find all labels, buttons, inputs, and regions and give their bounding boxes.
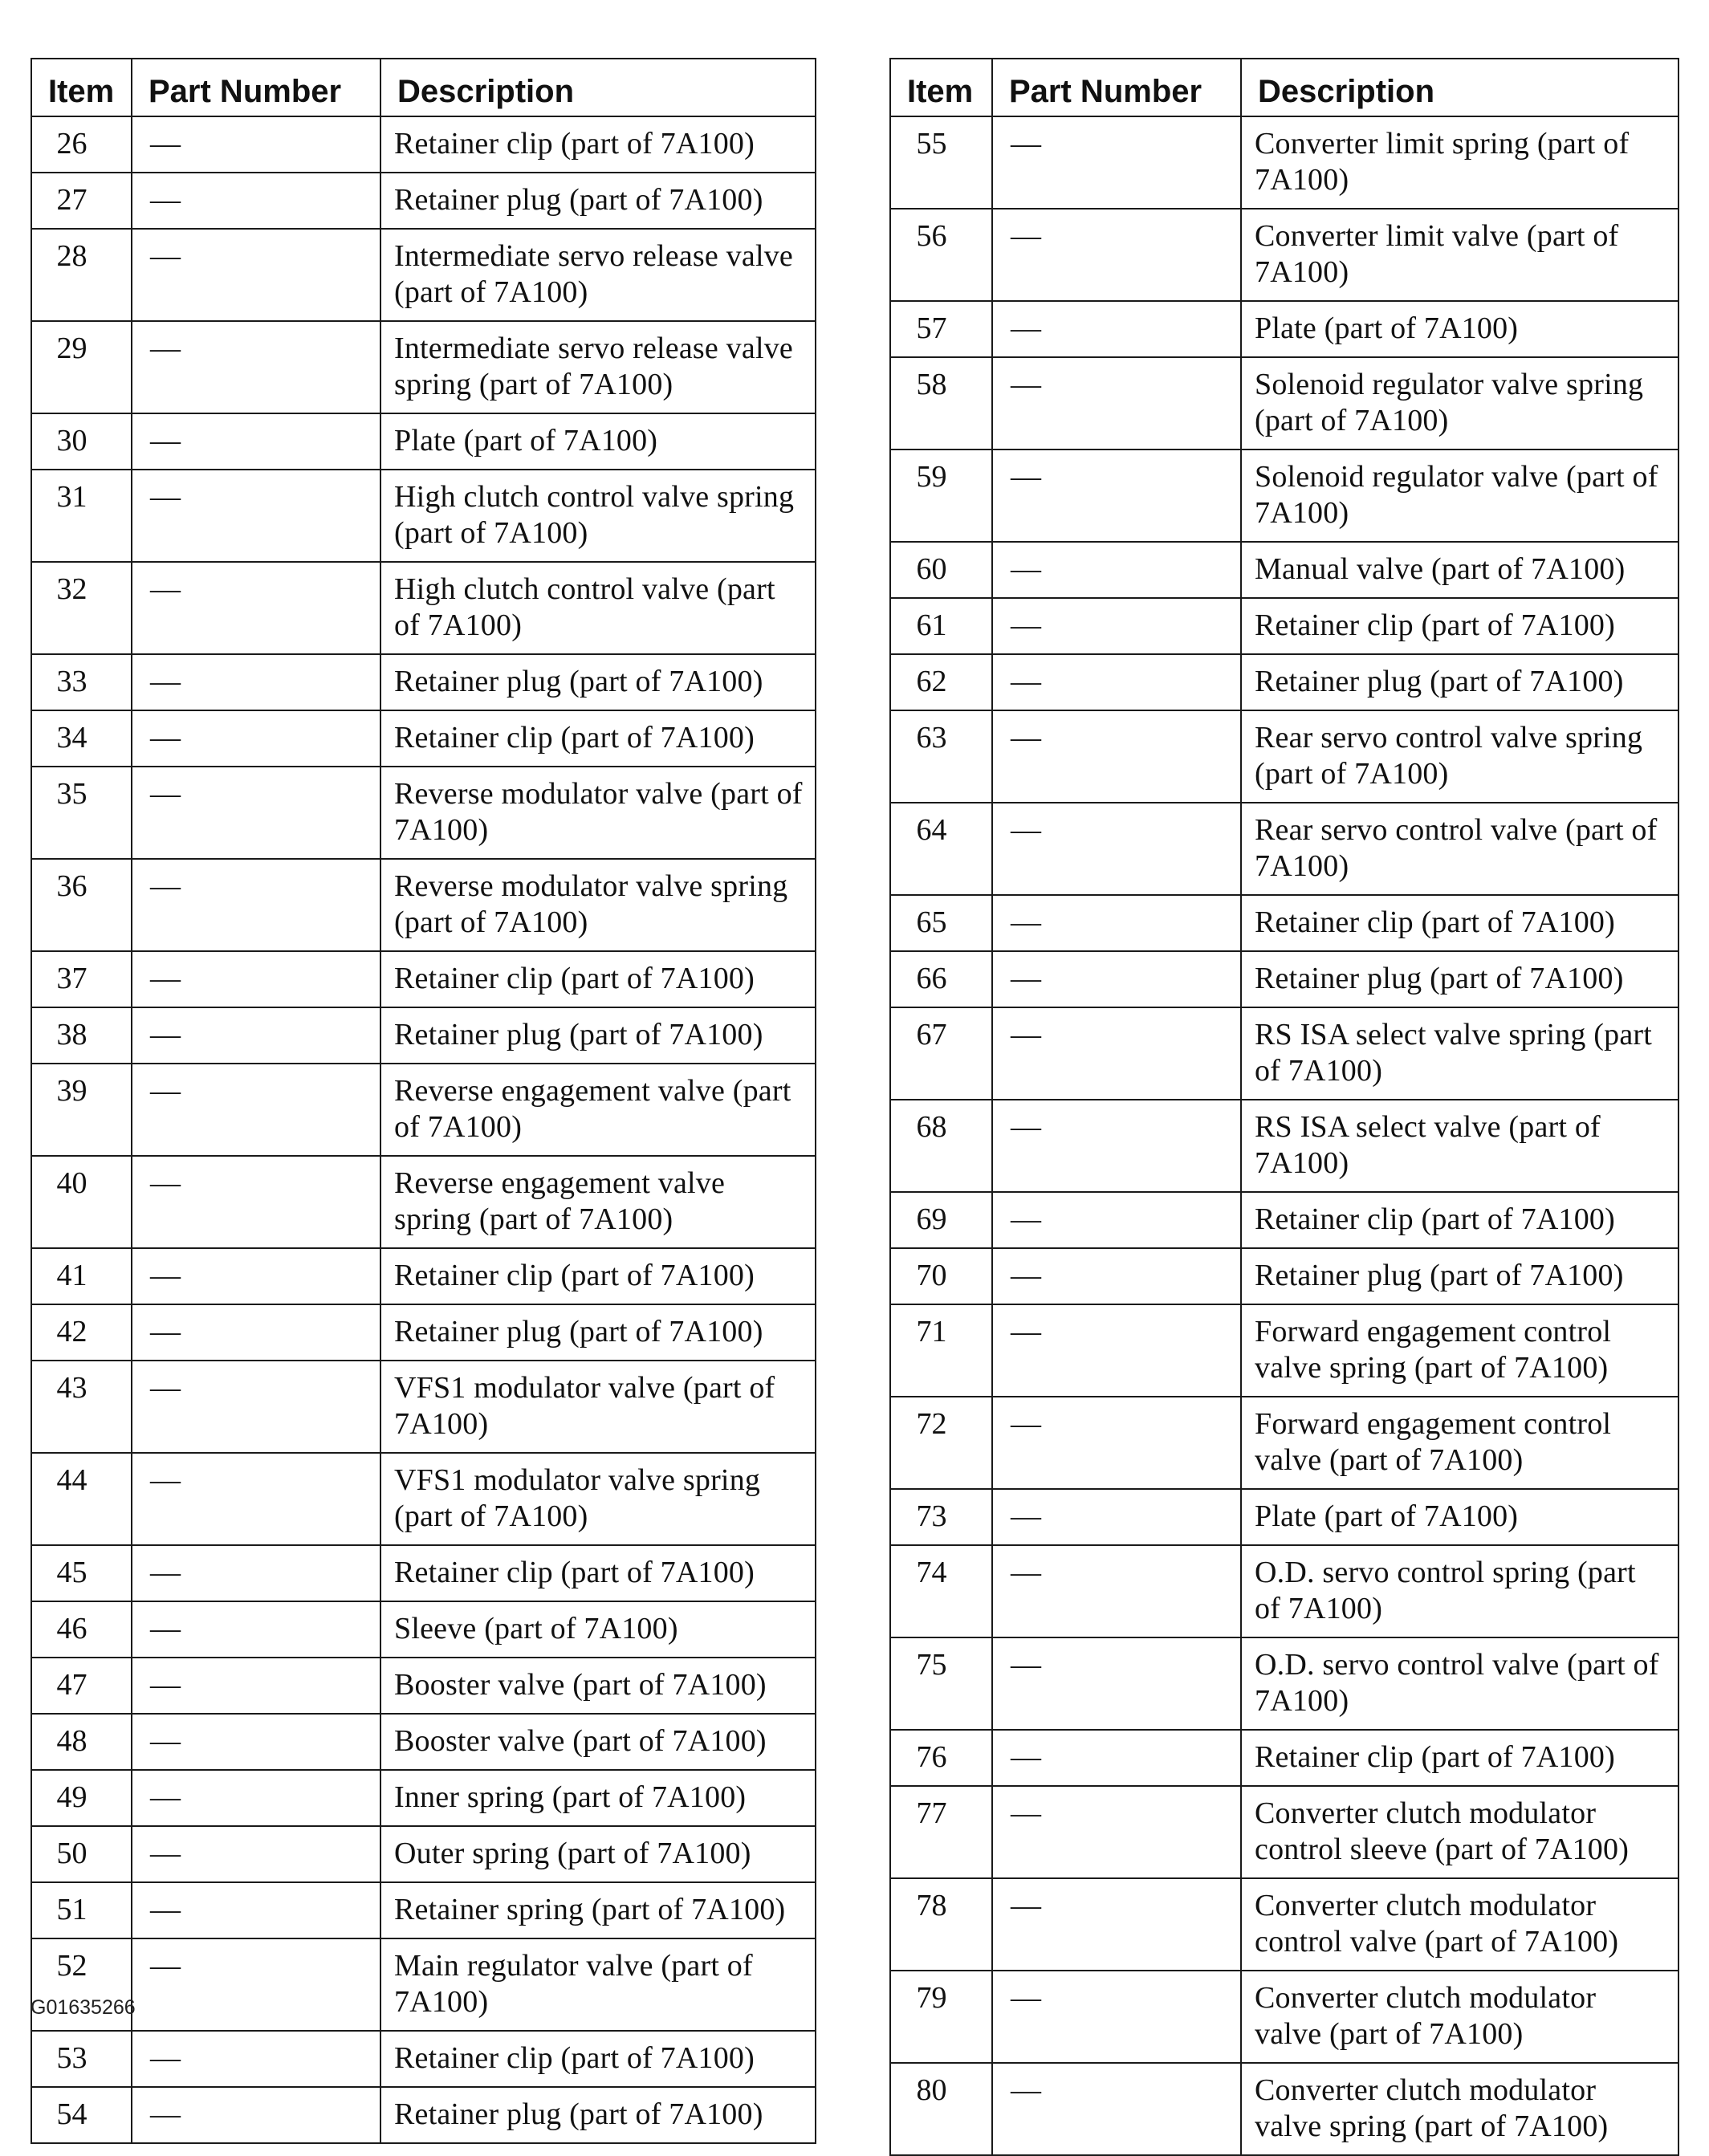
part-number-cell: —: [992, 710, 1241, 803]
item-number-cell: 31: [31, 470, 132, 562]
description-cell: Retainer plug (part of 7A100): [1241, 654, 1678, 710]
item-number-cell: 68: [890, 1100, 992, 1192]
part-number-cell: —: [132, 1007, 380, 1064]
part-number-cell: —: [132, 1601, 380, 1658]
header-part-number: Part Number: [132, 59, 380, 116]
description-cell: VFS1 modulator valve spring (part of 7A100): [380, 1453, 816, 1545]
description-cell: High clutch control valve spring (part of 7A100): [380, 470, 816, 562]
table-row: [31, 2031, 816, 2087]
part-number-cell: —: [992, 116, 1241, 209]
table-row: [890, 951, 1678, 1007]
table-row: [890, 895, 1678, 951]
item-number-cell: 62: [890, 654, 992, 710]
item-number-cell: 49: [31, 1770, 132, 1826]
item-number-cell: 37: [31, 951, 132, 1007]
table-row: [890, 1192, 1678, 1248]
description-cell: Retainer plug (part of 7A100): [1241, 951, 1678, 1007]
part-number-cell: —: [132, 1938, 380, 2031]
item-number-cell: 35: [31, 767, 132, 859]
table-row: [31, 859, 816, 951]
description-cell: Retainer clip (part of 7A100): [380, 2031, 816, 2087]
description-cell: Plate (part of 7A100): [1241, 1489, 1678, 1545]
part-number-cell: —: [132, 1658, 380, 1714]
description-cell: Manual valve (part of 7A100): [1241, 542, 1678, 598]
part-number-cell: —: [992, 1397, 1241, 1489]
table-header-row: [890, 59, 1678, 116]
item-number-cell: 33: [31, 654, 132, 710]
figure-code: G01635266: [31, 1996, 136, 2019]
table-row: [890, 1489, 1678, 1545]
description-cell: Retainer clip (part of 7A100): [1241, 1730, 1678, 1786]
item-number-cell: 28: [31, 229, 132, 321]
table-row: [890, 598, 1678, 654]
item-number-cell: 75: [890, 1637, 992, 1730]
table-row: [31, 229, 816, 321]
table-row: [890, 1397, 1678, 1489]
item-number-cell: 54: [31, 2087, 132, 2143]
item-number-cell: 79: [890, 1971, 992, 2063]
description-cell: Solenoid regulator valve (part of 7A100): [1241, 450, 1678, 542]
part-number-cell: —: [132, 859, 380, 951]
table-row: [890, 1971, 1678, 2063]
description-cell: High clutch control valve (part of 7A100): [380, 562, 816, 654]
description-cell: Reverse engagement valve (part of 7A100): [380, 1064, 816, 1156]
part-number-cell: —: [132, 116, 380, 173]
description-cell: Retainer plug (part of 7A100): [380, 654, 816, 710]
table-row: [890, 116, 1678, 209]
part-number-cell: —: [132, 2031, 380, 2087]
part-number-cell: —: [132, 1361, 380, 1453]
item-number-cell: 27: [31, 173, 132, 229]
description-cell: Solenoid regulator valve spring (part of 7A100): [1241, 357, 1678, 450]
part-number-cell: —: [132, 1545, 380, 1601]
description-cell: Converter clutch modulator valve spring (part of 7A100): [1241, 2063, 1678, 2155]
table-row: [31, 562, 816, 654]
item-number-cell: 55: [890, 116, 992, 209]
table-row: [890, 357, 1678, 450]
table-row: [890, 803, 1678, 895]
item-number-cell: 50: [31, 1826, 132, 1882]
item-number-cell: 73: [890, 1489, 992, 1545]
part-number-cell: —: [132, 1882, 380, 1938]
description-cell: Retainer clip (part of 7A100): [1241, 1192, 1678, 1248]
item-number-cell: 74: [890, 1545, 992, 1637]
parts-table-left: [31, 58, 816, 2144]
part-number-cell: —: [992, 1304, 1241, 1397]
part-number-cell: —: [992, 542, 1241, 598]
part-number-cell: —: [132, 229, 380, 321]
part-number-cell: —: [132, 1156, 380, 1248]
item-number-cell: 71: [890, 1304, 992, 1397]
header-description: Description: [380, 59, 816, 116]
item-number-cell: 56: [890, 209, 992, 301]
description-cell: Converter limit valve (part of 7A100): [1241, 209, 1678, 301]
description-cell: Main regulator valve (part of 7A100): [380, 1938, 816, 2031]
table-row: [31, 1304, 816, 1361]
item-number-cell: 72: [890, 1397, 992, 1489]
table-row: [31, 1248, 816, 1304]
item-number-cell: 42: [31, 1304, 132, 1361]
description-cell: Retainer clip (part of 7A100): [380, 951, 816, 1007]
item-number-cell: 26: [31, 116, 132, 173]
part-number-cell: —: [992, 598, 1241, 654]
table-row: [31, 2087, 816, 2143]
item-number-cell: 76: [890, 1730, 992, 1786]
description-cell: Rear servo control valve (part of 7A100): [1241, 803, 1678, 895]
item-number-cell: 30: [31, 413, 132, 470]
part-number-cell: —: [992, 1192, 1241, 1248]
part-number-cell: —: [132, 1770, 380, 1826]
table-row: [890, 1248, 1678, 1304]
table-row: [31, 1826, 816, 1882]
description-cell: Retainer clip (part of 7A100): [380, 116, 816, 173]
header-item: Item: [890, 59, 992, 116]
description-cell: VFS1 modulator valve (part of 7A100): [380, 1361, 816, 1453]
table-row: [31, 1938, 816, 2031]
description-cell: Intermediate servo release valve spring (part of 7A100): [380, 321, 816, 413]
description-cell: Rear servo control valve spring (part of 7A100): [1241, 710, 1678, 803]
part-number-cell: —: [132, 951, 380, 1007]
part-number-cell: —: [992, 1007, 1241, 1100]
description-cell: Retainer plug (part of 7A100): [380, 2087, 816, 2143]
description-cell: Forward engagement control valve spring (part of 7A100): [1241, 1304, 1678, 1397]
part-number-cell: —: [132, 173, 380, 229]
item-number-cell: 39: [31, 1064, 132, 1156]
part-number-cell: —: [992, 1489, 1241, 1545]
part-number-cell: —: [992, 1248, 1241, 1304]
item-number-cell: 47: [31, 1658, 132, 1714]
description-cell: Retainer clip (part of 7A100): [1241, 598, 1678, 654]
item-number-cell: 57: [890, 301, 992, 357]
description-cell: Plate (part of 7A100): [1241, 301, 1678, 357]
table-row: [31, 1545, 816, 1601]
item-number-cell: 67: [890, 1007, 992, 1100]
part-number-cell: —: [132, 767, 380, 859]
table-row: [890, 1637, 1678, 1730]
table-row: [31, 173, 816, 229]
item-number-cell: 29: [31, 321, 132, 413]
item-number-cell: 34: [31, 710, 132, 767]
part-number-cell: —: [992, 1971, 1241, 2063]
description-cell: Outer spring (part of 7A100): [380, 1826, 816, 1882]
table-row: [31, 1156, 816, 1248]
item-number-cell: 41: [31, 1248, 132, 1304]
item-number-cell: 69: [890, 1192, 992, 1248]
header-description: Description: [1241, 59, 1678, 116]
table-body: [31, 116, 816, 2143]
part-number-cell: —: [992, 951, 1241, 1007]
part-number-cell: —: [132, 413, 380, 470]
description-cell: Converter clutch modulator valve (part of 7A100): [1241, 1971, 1678, 2063]
part-number-cell: —: [132, 321, 380, 413]
part-number-cell: —: [132, 1304, 380, 1361]
table-row: [31, 1601, 816, 1658]
table-row: [31, 470, 816, 562]
description-cell: Booster valve (part of 7A100): [380, 1714, 816, 1770]
item-number-cell: 60: [890, 542, 992, 598]
table-body: [890, 116, 1678, 2155]
part-number-cell: —: [992, 357, 1241, 450]
table-row: [890, 209, 1678, 301]
part-number-cell: —: [992, 301, 1241, 357]
item-number-cell: 52: [31, 1938, 132, 2031]
description-cell: O.D. servo control spring (part of 7A100): [1241, 1545, 1678, 1637]
parts-table-right: [889, 58, 1679, 2156]
description-cell: Reverse modulator valve spring (part of 7A100): [380, 859, 816, 951]
description-cell: RS ISA select valve spring (part of 7A100): [1241, 1007, 1678, 1100]
part-number-cell: —: [992, 2063, 1241, 2155]
table-row: [31, 1064, 816, 1156]
item-number-cell: 51: [31, 1882, 132, 1938]
item-number-cell: 38: [31, 1007, 132, 1064]
table-row: [890, 1730, 1678, 1786]
description-cell: Plate (part of 7A100): [380, 413, 816, 470]
table-row: [31, 1714, 816, 1770]
part-number-cell: —: [132, 710, 380, 767]
item-number-cell: 53: [31, 2031, 132, 2087]
description-cell: Converter limit spring (part of 7A100): [1241, 116, 1678, 209]
part-number-cell: —: [992, 209, 1241, 301]
table-row: [890, 1545, 1678, 1637]
part-number-cell: —: [992, 450, 1241, 542]
item-number-cell: 43: [31, 1361, 132, 1453]
item-number-cell: 65: [890, 895, 992, 951]
part-number-cell: —: [992, 895, 1241, 951]
table-header-row: [31, 59, 816, 116]
description-cell: Forward engagement control valve (part of 7A100): [1241, 1397, 1678, 1489]
description-cell: Reverse modulator valve (part of 7A100): [380, 767, 816, 859]
table-row: [890, 1304, 1678, 1397]
part-number-cell: —: [132, 654, 380, 710]
table-row: [31, 1770, 816, 1826]
description-cell: Converter clutch modulator control valve (part of 7A100): [1241, 1878, 1678, 1971]
table-row: [890, 2063, 1678, 2155]
item-number-cell: 36: [31, 859, 132, 951]
part-number-cell: —: [132, 1826, 380, 1882]
table-row: [890, 450, 1678, 542]
table-row: [890, 654, 1678, 710]
header-item: Item: [31, 59, 132, 116]
part-number-cell: —: [992, 1730, 1241, 1786]
description-cell: RS ISA select valve (part of 7A100): [1241, 1100, 1678, 1192]
table-row: [890, 1100, 1678, 1192]
item-number-cell: 59: [890, 450, 992, 542]
item-number-cell: 44: [31, 1453, 132, 1545]
item-number-cell: 63: [890, 710, 992, 803]
description-cell: Retainer clip (part of 7A100): [380, 1248, 816, 1304]
description-cell: Retainer spring (part of 7A100): [380, 1882, 816, 1938]
description-cell: Retainer plug (part of 7A100): [380, 1007, 816, 1064]
description-cell: O.D. servo control valve (part of 7A100): [1241, 1637, 1678, 1730]
part-number-cell: —: [132, 2087, 380, 2143]
table-row: [31, 654, 816, 710]
table-row: [890, 1878, 1678, 1971]
description-cell: Retainer plug (part of 7A100): [1241, 1248, 1678, 1304]
header-part-number: Part Number: [992, 59, 1241, 116]
item-number-cell: 48: [31, 1714, 132, 1770]
part-number-cell: —: [992, 1100, 1241, 1192]
table-row: [31, 767, 816, 859]
item-number-cell: 70: [890, 1248, 992, 1304]
description-cell: Retainer plug (part of 7A100): [380, 173, 816, 229]
table-row: [31, 1882, 816, 1938]
part-number-cell: —: [992, 1545, 1241, 1637]
table-row: [31, 321, 816, 413]
table-row: [31, 413, 816, 470]
description-cell: Sleeve (part of 7A100): [380, 1601, 816, 1658]
part-number-cell: —: [992, 803, 1241, 895]
table-row: [31, 116, 816, 173]
part-number-cell: —: [992, 1878, 1241, 1971]
part-number-cell: —: [132, 1248, 380, 1304]
item-number-cell: 61: [890, 598, 992, 654]
description-cell: Retainer plug (part of 7A100): [380, 1304, 816, 1361]
item-number-cell: 58: [890, 357, 992, 450]
part-number-cell: —: [992, 1637, 1241, 1730]
table-row: [890, 301, 1678, 357]
table-row: [31, 710, 816, 767]
description-cell: Inner spring (part of 7A100): [380, 1770, 816, 1826]
table-row: [31, 1007, 816, 1064]
table-row: [31, 1453, 816, 1545]
part-number-cell: —: [132, 1714, 380, 1770]
item-number-cell: 45: [31, 1545, 132, 1601]
part-number-cell: —: [992, 1786, 1241, 1878]
part-number-cell: —: [132, 1453, 380, 1545]
description-cell: Converter clutch modulator control sleeve (part of 7A100): [1241, 1786, 1678, 1878]
item-number-cell: 66: [890, 951, 992, 1007]
item-number-cell: 64: [890, 803, 992, 895]
table-row: [31, 1361, 816, 1453]
description-cell: Retainer clip (part of 7A100): [380, 710, 816, 767]
table-row: [890, 1007, 1678, 1100]
table-row: [890, 542, 1678, 598]
description-cell: Retainer clip (part of 7A100): [380, 1545, 816, 1601]
part-number-cell: —: [132, 562, 380, 654]
part-number-cell: —: [992, 654, 1241, 710]
item-number-cell: 80: [890, 2063, 992, 2155]
table-row: [31, 951, 816, 1007]
description-cell: Booster valve (part of 7A100): [380, 1658, 816, 1714]
part-number-cell: —: [132, 470, 380, 562]
item-number-cell: 78: [890, 1878, 992, 1971]
part-number-cell: —: [132, 1064, 380, 1156]
item-number-cell: 77: [890, 1786, 992, 1878]
table-row: [890, 710, 1678, 803]
item-number-cell: 40: [31, 1156, 132, 1248]
table-row: [31, 1658, 816, 1714]
description-cell: Retainer clip (part of 7A100): [1241, 895, 1678, 951]
table-row: [890, 1786, 1678, 1878]
description-cell: Reverse engagement valve spring (part of 7A100): [380, 1156, 816, 1248]
description-cell: Intermediate servo release valve (part of 7A100): [380, 229, 816, 321]
item-number-cell: 46: [31, 1601, 132, 1658]
item-number-cell: 32: [31, 562, 132, 654]
